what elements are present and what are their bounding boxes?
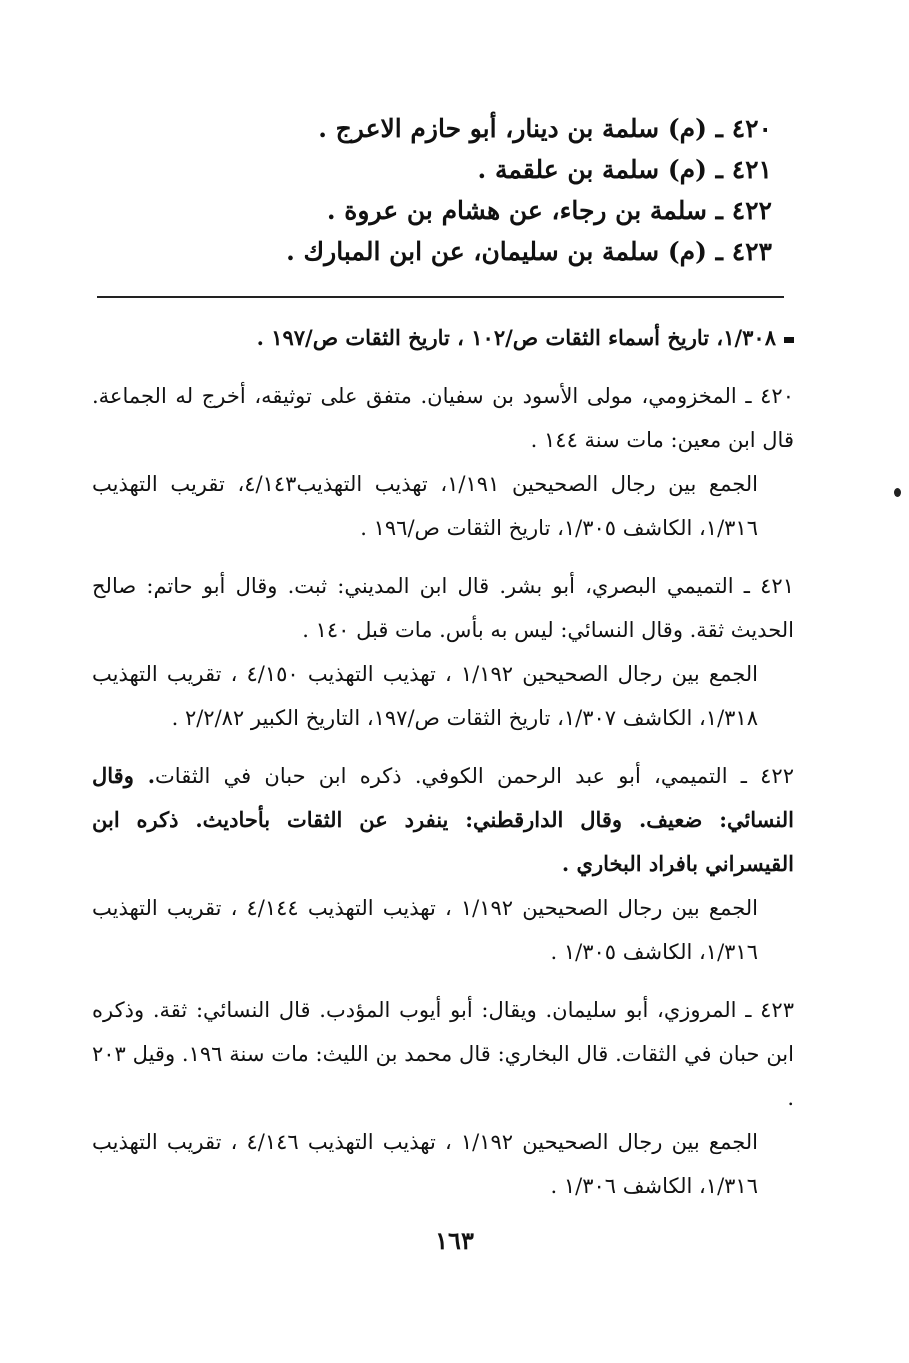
entry-420: ٤٢٠ ـ (م) سلمة بن دينار، أبو حازم الاعرج . xyxy=(318,114,772,143)
footnote-continuation xyxy=(92,316,794,360)
footnote-421-refs: الجمع بين رجال الصحيحين ١/١٩٢ ، تهذيب التهذيب ٤/١٥٠ ، تقريب التهذيب ١/٣١٨، الكاشف ١/٣٠٧، تاريخ الثقات ص/١٩٧، التاريخ الكبير ٢/٢/٨٢ . xyxy=(92,662,758,730)
entry-423: ٤٢٣ ـ (م) سلمة بن سليمان، عن ابن المبارك . xyxy=(286,237,772,266)
footnote-423-text: ٤٢٣ ـ المروزي، أبو سليمان. ويقال: أبو أيوب المؤدب. قال النسائي: ثقة. وذكره ابن حبان في الثقات. قال البخاري: قال محمد بن الليث: مات سنة ١٩٦. وقيل ٢٠٣ . xyxy=(92,998,794,1110)
footnote-422-text-after: . وقال النسائي: ضعيف. وقال الدارقطني: ينفرد عن الثقات بأحاديث. ذكره ابن القيسراني بافراد البخاري . xyxy=(92,763,794,876)
footnote-422-text-before: ٤٢٢ ـ التميمي، أبو عبد الرحمن الكوفي. ذكره ابن حبان في الثقات xyxy=(155,764,794,788)
footnote-marker xyxy=(784,337,794,343)
footnote-separator xyxy=(97,296,784,298)
footnote-420-refs: الجمع بين رجال الصحيحين ١/١٩١، تهذيب التهذيب٤/١٤٣، تقريب التهذيب ١/٣١٦، الكاشف ١/٣٠٥، تاريخ الثقات ص/١٩٦ . xyxy=(92,472,758,540)
footnote-422-refs: الجمع بين رجال الصحيحين ١/١٩٢ ، تهذيب التهذيب ٤/١٤٤ ، تقريب التهذيب ١/٣١٦، الكاشف ١/٣٠٥ . xyxy=(92,896,758,964)
footnotes xyxy=(92,316,794,1222)
footnote-continuation-text: ١/٣٠٨، تاريخ أسماء الثقات ص/١٠٢ ، تاريخ الثقات ص/١٩٧ . xyxy=(256,325,776,350)
footnote-420-text: ٤٢٠ ـ المخزومي، مولى الأسود بن سفيان. متفق على توثيقه، أخرج له الجماعة. قال ابن معين: مات سنة ١٤٤ . xyxy=(92,384,794,452)
footnote-421-text: ٤٢١ ـ التميمي البصري، أبو بشر. قال ابن المديني: ثبت. وقال أبو حاتم: صالح الحديث ثقة. وقال النسائي: ليس به بأس. مات قبل ١٤٠ . xyxy=(92,574,794,642)
entry-421: ٤٢١ ـ (م) سلمة بن علقمة . xyxy=(477,155,772,184)
entry-list xyxy=(286,108,772,272)
page-number: ١٦٣ xyxy=(435,1226,474,1255)
entry-422: ٤٢٢ ـ سلمة بن رجاء، عن هشام بن عروة . xyxy=(326,196,772,225)
footnote-423-refs: الجمع بين رجال الصحيحين ١/١٩٢ ، تهذيب التهذيب ٤/١٤٦ ، تقريب التهذيب ١/٣١٦، الكاشف ١/٣٠٦ . xyxy=(92,1130,758,1198)
footnote-422-text xyxy=(92,754,794,886)
margin-dot xyxy=(894,488,901,497)
